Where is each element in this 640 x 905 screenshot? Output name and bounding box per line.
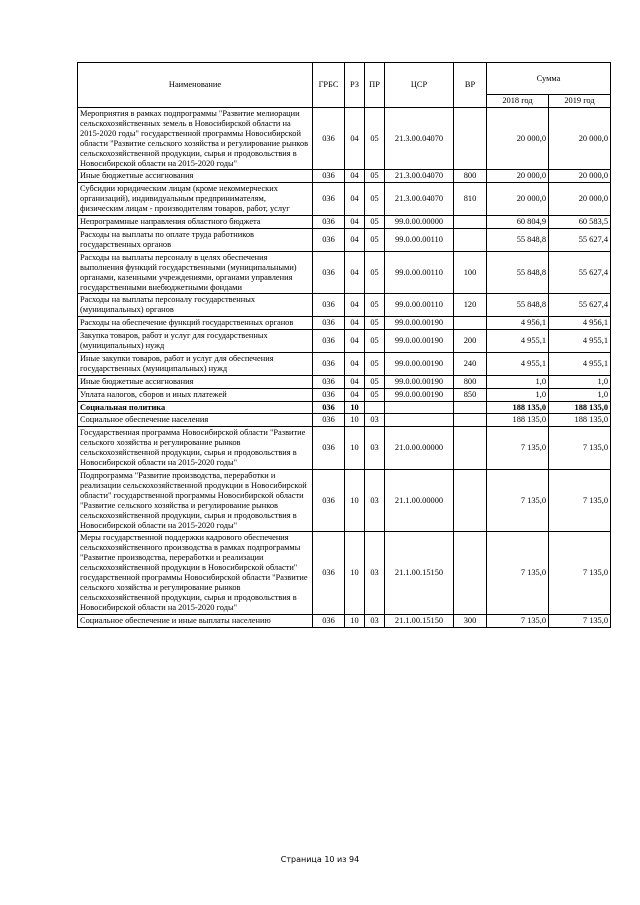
- table-row: [78, 414, 611, 427]
- cell-y2018: 20 000,0: [487, 183, 549, 216]
- cell-csr: 21.3.00.04070: [385, 183, 454, 216]
- cell-pr: 05: [365, 183, 385, 216]
- cell-rz: 04: [345, 170, 365, 183]
- cell-vr: 810: [454, 183, 487, 216]
- cell-y2019: 188 135,0: [549, 414, 611, 427]
- cell-y2019: 188 135,0: [549, 401, 611, 414]
- header-vr: ВР: [454, 63, 487, 108]
- cell-pr: 03: [365, 470, 385, 532]
- cell-vr: 850: [454, 388, 487, 401]
- cell-vr: 800: [454, 170, 487, 183]
- table-row: [78, 614, 611, 627]
- cell-name: Закупка товаров, работ и услуг для государственных (муниципальных) нужд: [78, 330, 313, 353]
- cell-rz: 04: [345, 375, 365, 388]
- cell-y2019: 55 627,4: [549, 228, 611, 251]
- cell-rz: 04: [345, 317, 365, 330]
- cell-y2019: 4 956,1: [549, 317, 611, 330]
- table-row: [78, 294, 611, 317]
- cell-y2018: 20 000,0: [487, 108, 549, 170]
- cell-y2019: 7 135,0: [549, 427, 611, 470]
- cell-csr: 99.0.00.00000: [385, 216, 454, 229]
- cell-grbs: 036: [313, 375, 345, 388]
- cell-y2018: 7 135,0: [487, 470, 549, 532]
- cell-y2019: 4 955,1: [549, 330, 611, 353]
- cell-csr: 21.1.00.15150: [385, 614, 454, 627]
- cell-grbs: 036: [313, 532, 345, 614]
- cell-rz: 04: [345, 388, 365, 401]
- cell-name: Иные бюджетные ассигнования: [78, 375, 313, 388]
- cell-y2019: 60 583,5: [549, 216, 611, 229]
- cell-y2019: 4 955,1: [549, 352, 611, 375]
- cell-grbs: 036: [313, 330, 345, 353]
- table-row: [78, 352, 611, 375]
- cell-csr: 21.1.00.00000: [385, 470, 454, 532]
- cell-name: Расходы на выплаты персоналу государственных (муниципальных) органов: [78, 294, 313, 317]
- cell-vr: [454, 427, 487, 470]
- cell-rz: 04: [345, 251, 365, 294]
- cell-name: Иные закупки товаров, работ и услуг для обеспечения государственных (муниципальных) нужд: [78, 352, 313, 375]
- cell-grbs: 036: [313, 216, 345, 229]
- cell-name: Иные бюджетные ассигнования: [78, 170, 313, 183]
- table-row: [78, 470, 611, 532]
- cell-rz: 10: [345, 414, 365, 427]
- table-row: [78, 108, 611, 170]
- table-row: [78, 388, 611, 401]
- cell-grbs: 036: [313, 427, 345, 470]
- cell-name: Социальная политика: [78, 401, 313, 414]
- cell-name: Социальное обеспечение населения: [78, 414, 313, 427]
- cell-y2019: 1,0: [549, 388, 611, 401]
- cell-csr: 21.0.00.00000: [385, 427, 454, 470]
- cell-grbs: 036: [313, 170, 345, 183]
- cell-vr: 100: [454, 251, 487, 294]
- cell-vr: [454, 532, 487, 614]
- cell-rz: 10: [345, 427, 365, 470]
- cell-pr: 03: [365, 532, 385, 614]
- cell-name: Социальное обеспечение и иные выплаты населению: [78, 614, 313, 627]
- cell-rz: 04: [345, 352, 365, 375]
- table-body: [78, 108, 611, 628]
- table-row: [78, 317, 611, 330]
- cell-rz: 04: [345, 228, 365, 251]
- cell-vr: [454, 414, 487, 427]
- cell-grbs: 036: [313, 251, 345, 294]
- cell-csr: 99.0.00.00190: [385, 317, 454, 330]
- cell-name: Государственная программа Новосибирской области "Развитие сельского хозяйства и регулирование рынков сельскохозяйственной продукции, сырья и продовольствия в Новосибирской области на 2015-2020 годы": [78, 427, 313, 470]
- cell-y2019: 7 135,0: [549, 532, 611, 614]
- cell-y2018: 4 956,1: [487, 317, 549, 330]
- cell-y2018: 1,0: [487, 388, 549, 401]
- cell-grbs: 036: [313, 183, 345, 216]
- cell-y2018: 7 135,0: [487, 532, 549, 614]
- cell-y2018: 188 135,0: [487, 401, 549, 414]
- cell-vr: 300: [454, 614, 487, 627]
- cell-vr: 120: [454, 294, 487, 317]
- cell-grbs: 036: [313, 401, 345, 414]
- header-year-2019: 2019 год: [549, 95, 611, 108]
- cell-grbs: 036: [313, 317, 345, 330]
- cell-pr: 05: [365, 352, 385, 375]
- cell-vr: [454, 401, 487, 414]
- cell-vr: [454, 108, 487, 170]
- cell-pr: 05: [365, 108, 385, 170]
- table-row: [78, 427, 611, 470]
- cell-name: Мероприятия в рамках подпрограммы "Развитие мелиорации сельскохозяйственных земель в Новосибирской области на 2015-2020 годы" государственной программы Новосибирской области "Развитие сельского хозяйства и регулирование рынков сельскохозяйственной продукции, сырья и продовольствия в Новосибирской области на 2015-2020 годы": [78, 108, 313, 170]
- cell-csr: 21.1.00.15150: [385, 532, 454, 614]
- cell-pr: 05: [365, 170, 385, 183]
- header-grbs: ГРБС: [313, 63, 345, 108]
- cell-rz: 10: [345, 532, 365, 614]
- cell-y2018: 20 000,0: [487, 170, 549, 183]
- cell-csr: 99.0.00.00110: [385, 228, 454, 251]
- cell-csr: 21.3.00.04070: [385, 108, 454, 170]
- cell-vr: 240: [454, 352, 487, 375]
- cell-rz: 04: [345, 183, 365, 216]
- cell-csr: 99.0.00.00190: [385, 375, 454, 388]
- cell-pr: 03: [365, 614, 385, 627]
- cell-rz: 04: [345, 294, 365, 317]
- cell-csr: 99.0.00.00190: [385, 388, 454, 401]
- cell-y2019: 7 135,0: [549, 470, 611, 532]
- table-row: [78, 170, 611, 183]
- cell-grbs: 036: [313, 108, 345, 170]
- cell-pr: 05: [365, 330, 385, 353]
- cell-rz: 10: [345, 614, 365, 627]
- cell-y2018: 188 135,0: [487, 414, 549, 427]
- cell-y2018: 55 848,8: [487, 294, 549, 317]
- cell-grbs: 036: [313, 388, 345, 401]
- cell-y2018: 1,0: [487, 375, 549, 388]
- cell-grbs: 036: [313, 414, 345, 427]
- cell-csr: [385, 414, 454, 427]
- table-row: [78, 330, 611, 353]
- table-row: [78, 532, 611, 614]
- table-row: [78, 228, 611, 251]
- header-sum: Сумма: [487, 63, 611, 95]
- header-name: Наименование: [78, 63, 313, 108]
- cell-csr: 21.3.00.04070: [385, 170, 454, 183]
- cell-rz: 10: [345, 470, 365, 532]
- cell-pr: 03: [365, 414, 385, 427]
- cell-rz: 04: [345, 330, 365, 353]
- table-row: [78, 375, 611, 388]
- cell-y2018: 4 955,1: [487, 330, 549, 353]
- cell-vr: [454, 228, 487, 251]
- cell-y2019: 20 000,0: [549, 108, 611, 170]
- header-year-2018: 2018 год: [487, 95, 549, 108]
- cell-csr: [385, 401, 454, 414]
- cell-name: Субсидии юридическим лицам (кроме некоммерческих организаций), индивидуальным предпринимателям, физическим лицам - производителям товаров, работ, услуг: [78, 183, 313, 216]
- cell-vr: 800: [454, 375, 487, 388]
- cell-vr: [454, 216, 487, 229]
- cell-y2019: 20 000,0: [549, 183, 611, 216]
- cell-pr: 05: [365, 216, 385, 229]
- cell-pr: [365, 401, 385, 414]
- table-row: [78, 216, 611, 229]
- cell-name: Расходы на выплаты персоналу в целях обеспечения выполнения функций государственными (муниципальными) органами, казенными учреждениями, органами управления государственными внебюджетными фондами: [78, 251, 313, 294]
- cell-csr: 99.0.00.00110: [385, 251, 454, 294]
- cell-name: Меры государственной поддержки кадрового обеспечения сельскохозяйственного производства в рамках подпрограммы "Развитие производства, переработки и реализации сельскохозяйственной продукции в Новосибирской области" государственной программы Новосибирской области "Развитие сельского хозяйства и регулирование рынков сельскохозяйственной продукции, сырья и продовольствия в Новосибирской области на 2015-2020 годы": [78, 532, 313, 614]
- cell-pr: 05: [365, 388, 385, 401]
- cell-pr: 05: [365, 228, 385, 251]
- cell-y2019: 55 627,4: [549, 294, 611, 317]
- cell-name: Подпрограмма "Развитие производства, переработки и реализации сельскохозяйственной продукции в Новосибирской области" государственной программы Новосибирской области "Развитие сельского хозяйства и регулирование рынков сельскохозяйственной продукции, сырья и продовольствия в Новосибирской области на 2015-2020 годы": [78, 470, 313, 532]
- cell-name: Расходы на выплаты по оплате труда работников государственных органов: [78, 228, 313, 251]
- cell-y2018: 7 135,0: [487, 427, 549, 470]
- cell-csr: 99.0.00.00190: [385, 352, 454, 375]
- cell-rz: 04: [345, 108, 365, 170]
- cell-name: Уплата налогов, сборов и иных платежей: [78, 388, 313, 401]
- cell-grbs: 036: [313, 614, 345, 627]
- table-row: [78, 183, 611, 216]
- cell-grbs: 036: [313, 470, 345, 532]
- cell-name: Расходы на обеспечение функций государственных органов: [78, 317, 313, 330]
- cell-pr: 05: [365, 251, 385, 294]
- cell-name: Непрограммные направления областного бюджета: [78, 216, 313, 229]
- table-row: [78, 251, 611, 294]
- cell-grbs: 036: [313, 294, 345, 317]
- cell-y2018: 60 804,9: [487, 216, 549, 229]
- cell-vr: 200: [454, 330, 487, 353]
- cell-grbs: 036: [313, 352, 345, 375]
- cell-csr: 99.0.00.00190: [385, 330, 454, 353]
- cell-pr: 05: [365, 375, 385, 388]
- header-rz: РЗ: [345, 63, 365, 108]
- cell-pr: 05: [365, 294, 385, 317]
- cell-y2018: 55 848,8: [487, 228, 549, 251]
- cell-pr: 05: [365, 317, 385, 330]
- cell-y2018: 7 135,0: [487, 614, 549, 627]
- budget-table: [77, 62, 611, 628]
- cell-y2019: 7 135,0: [549, 614, 611, 627]
- cell-y2019: 1,0: [549, 375, 611, 388]
- cell-csr: 99.0.00.00110: [385, 294, 454, 317]
- table-row: [78, 401, 611, 414]
- cell-rz: 10: [345, 401, 365, 414]
- cell-y2018: 4 955,1: [487, 352, 549, 375]
- header-pr: ПР: [365, 63, 385, 108]
- header-csr: ЦСР: [385, 63, 454, 108]
- page-number: Страница 10 из 94: [280, 855, 360, 864]
- cell-y2018: 55 848,8: [487, 251, 549, 294]
- cell-y2019: 20 000,0: [549, 170, 611, 183]
- cell-grbs: 036: [313, 228, 345, 251]
- cell-vr: [454, 470, 487, 532]
- cell-pr: 03: [365, 427, 385, 470]
- cell-vr: [454, 317, 487, 330]
- cell-y2019: 55 627,4: [549, 251, 611, 294]
- cell-rz: 04: [345, 216, 365, 229]
